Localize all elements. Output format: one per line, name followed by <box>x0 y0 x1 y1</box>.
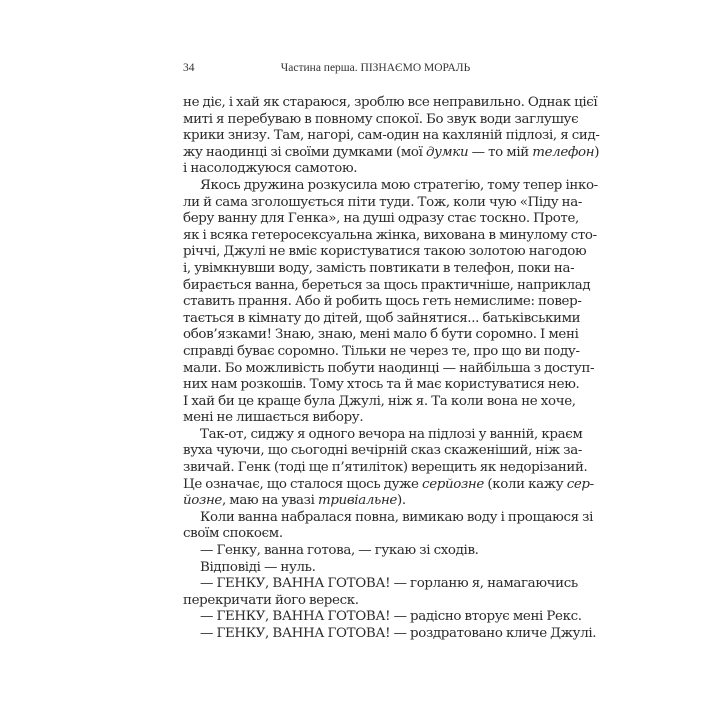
text-line <box>183 360 595 378</box>
text-segment: Коли ванна набралася повна, вимикаю воду і прощаюся зі <box>200 509 594 525</box>
text-segment: — то мій <box>468 144 533 160</box>
text-segment: ли й сама зголошується піти туди. Тож, коли чую «Піду на- <box>183 194 583 210</box>
text-segment: своїм спокоєм. <box>183 526 283 542</box>
text-line <box>183 294 582 311</box>
text-line <box>183 343 580 361</box>
text-line <box>183 626 597 643</box>
text-line <box>183 493 569 510</box>
text-segment: Це означає, що сталося щось дуже <box>183 476 423 492</box>
text-line <box>183 111 579 129</box>
text-segment: ставить прання. Або й робить щось геть немислиме: повер- <box>183 294 582 310</box>
text-segment: і, увімкнувши воду, замість повтикати в телефон, поки на- <box>183 260 575 276</box>
text-segment: тається в кімнату до дітей, щоб зайнятися... батьківськими <box>183 310 581 326</box>
text-line <box>183 244 587 261</box>
text-segment: обов’язками! Знаю, знаю, мені мало б бути соромно. І мені <box>183 327 579 343</box>
text-line <box>183 227 597 245</box>
text-line <box>183 177 598 195</box>
text-segment: звичай. Генк (тоді ще п’ятиліток) верещить як недорізаний. <box>183 460 588 476</box>
text-segment: (коли кажу <box>483 476 567 492</box>
text-segment: перекричати його вереск. <box>183 592 359 608</box>
body-text <box>183 95 600 643</box>
italic-text: думки <box>425 144 469 160</box>
text-segment: ). <box>397 493 406 509</box>
text-segment: річчі, Джулі не вміє користуватися такою золотою нагодою <box>183 244 587 260</box>
text-segment: не діє, і хай як стараюся, зроблю все неправильно. Однак цієї <box>183 95 598 110</box>
text-segment: Так-от, сиджу я одного вечора на підлозі у ванній, краєм <box>200 426 583 442</box>
text-segment: мали. Бо можливість побути наодинці — найбільша з доступ- <box>183 360 595 376</box>
text-line <box>183 144 600 162</box>
text-line <box>183 194 583 212</box>
text-segment: крики знизу. Там, нагорі, сам-один на кахляній підлозі, я сид- <box>183 128 600 144</box>
text-segment: І хай би це краще була Джулі, ніж я. Та коли вона не хоче, <box>183 393 576 409</box>
text-line <box>183 509 594 527</box>
text-line <box>183 543 569 560</box>
text-segment: — ГЕНКУ, ВАННА ГОТОВА! — радісно вторує мені Рекс. <box>200 609 582 625</box>
page-header <box>183 62 568 78</box>
text-line <box>183 260 575 278</box>
text-line <box>183 393 576 411</box>
text-segment: мені не лишається вибору. <box>183 410 364 426</box>
text-line <box>183 161 569 178</box>
text-line <box>183 443 583 460</box>
text-segment: — ГЕНКУ, ВАННА ГОТОВА! — горланю я, намагаючись <box>200 576 578 592</box>
italic-text: тривіальне <box>317 493 397 509</box>
page-number: 34 <box>183 62 195 74</box>
text-line <box>183 95 598 112</box>
text-line <box>183 211 579 228</box>
text-segment: — Генку, ванна готова, — гукаю зі сходів. <box>200 543 479 559</box>
text-line <box>183 560 569 577</box>
text-line <box>183 576 578 593</box>
text-segment: як і всяка гетеросексуальна жінка, вихована в минулому сто- <box>183 227 597 243</box>
italic-text: серйозне <box>422 476 484 492</box>
text-segment: бирається ванна, береться за щось практичніше, наприклад <box>183 277 591 293</box>
text-segment: жу наодинці зі своїми думками (мої <box>183 144 426 160</box>
running-title: Частина перша. ПІЗНАЄМО МОРАЛЬ <box>280 62 471 74</box>
text-line <box>183 327 579 344</box>
text-line <box>183 526 569 543</box>
text-line <box>183 460 588 477</box>
text-line <box>183 310 581 328</box>
text-segment: них нам розкошів. Тому хтось та й має користуватися нею. <box>183 377 580 393</box>
italic-text: телефон <box>532 144 595 160</box>
text-segment: ) <box>594 144 600 160</box>
text-line <box>183 609 582 626</box>
text-segment: миті я перебуваю в повному спокої. Бо звук води заглушує <box>183 111 579 127</box>
text-line <box>183 377 580 394</box>
text-segment: , маю на увазі <box>221 493 318 509</box>
text-line <box>183 128 600 145</box>
text-line <box>183 593 569 610</box>
text-segment: беру ванну для Генка», на душі одразу стає тоскно. Проте, <box>183 211 579 227</box>
text-segment: справді буває соромно. Тільки не через те, про що ви поду- <box>183 343 580 359</box>
text-segment: і насолоджуюся самотою. <box>183 161 358 177</box>
text-line <box>183 426 583 444</box>
italic-text: сер- <box>566 476 594 492</box>
text-line <box>183 410 569 427</box>
italic-text: йозне <box>183 493 222 509</box>
text-segment: — ГЕНКУ, ВАННА ГОТОВА! — роздратовано кличе Джулі. <box>200 626 597 641</box>
text-segment: Відповіді — нуль. <box>200 559 316 575</box>
text-line <box>183 476 594 494</box>
text-segment: Якось дружина розкусила мою стратегію, тому тепер інко- <box>200 177 598 193</box>
text-segment: вуха чуючи, що сьогодні вечірній сказ скаженіший, ніж за- <box>183 443 583 459</box>
text-line <box>183 277 591 295</box>
